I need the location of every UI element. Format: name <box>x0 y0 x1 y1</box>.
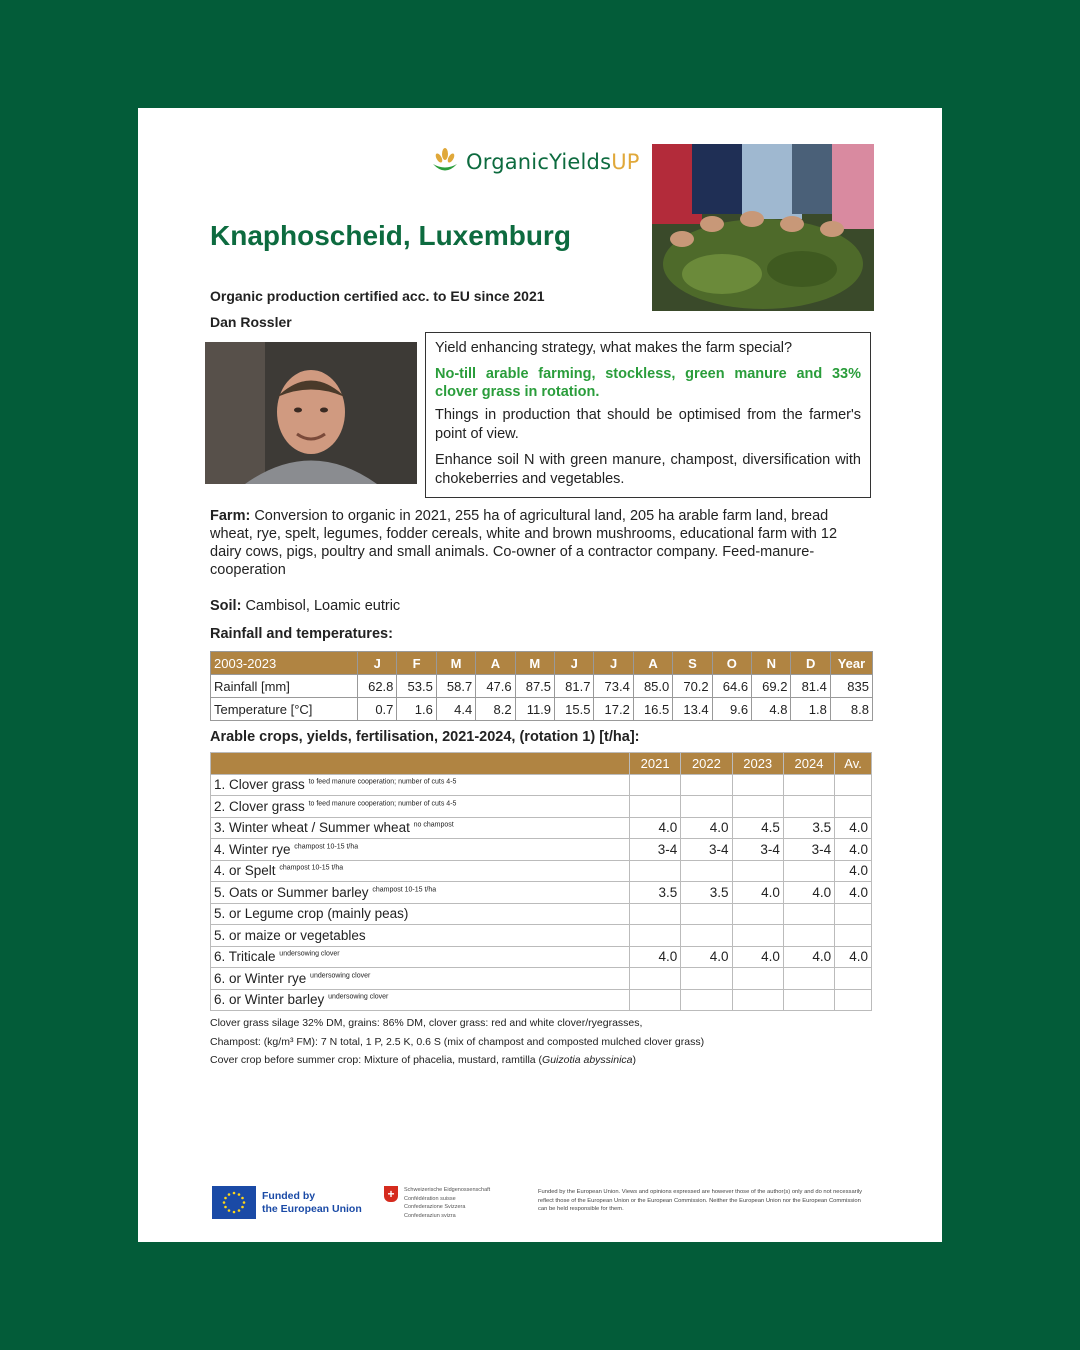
crop-row <box>211 774 872 796</box>
yield-cell <box>835 903 872 925</box>
yield-cell <box>732 968 783 990</box>
crop-row <box>211 903 872 925</box>
yield-cell: 4.0 <box>835 882 872 904</box>
table-cell: 73.4 <box>594 675 633 698</box>
crops-table <box>210 752 872 1011</box>
yield-cell <box>681 903 732 925</box>
table-cell: 8.2 <box>476 698 515 721</box>
yield-cell <box>783 989 834 1011</box>
table-cell: 0.7 <box>358 698 397 721</box>
month-header: Year <box>830 652 872 675</box>
crop-note: to feed manure cooperation; number of cuts 4-5 <box>308 800 457 808</box>
yield-cell <box>732 860 783 882</box>
farm-description: Farm: Conversion to organic in 2021, 255 ha of agricultural land, 205 ha arable farm land, bread wheat, rye, spelt, legumes, fodder cereals, white and brown mushrooms, educational farm with 12 dairy cows, pigs, poultry and small animals. Co-owner of a contractor company. Feed-manure-cooperation <box>210 508 838 578</box>
table-cell: 13.4 <box>673 698 712 721</box>
yield-cell <box>783 968 834 990</box>
hands-soil-photo <box>652 144 874 311</box>
month-header: F <box>397 652 436 675</box>
table-cell: 8.8 <box>830 698 872 721</box>
crop-row <box>211 946 872 968</box>
year-header: 2022 <box>681 753 732 775</box>
crop-note: undersowing clover <box>328 993 389 1001</box>
table-cell: 16.5 <box>633 698 672 721</box>
soil-description: Soil: Cambisol, Loamic eutric <box>210 598 401 614</box>
funding-disclaimer: Funded by the European Union. Views and opinions expressed are however those of the author(s) only and do not necessarily reflect those of the European Union or the European Commission. Neither the European Union nor the European Commission can be held responsible for them. <box>538 1189 863 1212</box>
yield-cell <box>783 774 834 796</box>
yield-cell: 4.0 <box>835 946 872 968</box>
year-header: Av. <box>835 753 872 775</box>
month-header: M <box>515 652 554 675</box>
crop-name: 4. Winter rye $^{champost 10-15 t/ha}$ <box>211 839 630 861</box>
strategy-box <box>425 332 871 498</box>
yield-cell <box>630 796 681 818</box>
month-header: O <box>712 652 751 675</box>
yield-cell: 4.5 <box>732 817 783 839</box>
yield-cell <box>630 968 681 990</box>
rainfall-table <box>210 651 873 721</box>
month-header: M <box>436 652 475 675</box>
yield-cell <box>681 774 732 796</box>
month-header: D <box>791 652 830 675</box>
note-silage: Clover grass silage 32% DM, grains: 86% DM, clover grass: red and white clover/ryegrasses, <box>210 1017 643 1029</box>
crop-row <box>211 989 872 1011</box>
yield-cell <box>630 774 681 796</box>
table-cell: 4.8 <box>752 698 791 721</box>
table-cell: 85.0 <box>633 675 672 698</box>
table-row <box>211 675 873 698</box>
crop-note: to feed manure cooperation; number of cuts 4-5 <box>308 778 457 786</box>
yield-cell <box>783 903 834 925</box>
yield-cell <box>681 989 732 1011</box>
crop-note: champost 10-15 t/ha <box>279 864 344 872</box>
yield-cell <box>835 989 872 1011</box>
yield-cell: 3.5 <box>783 817 834 839</box>
crop-note: undersowing clover <box>310 972 371 980</box>
yield-cell: 3-4 <box>681 839 732 861</box>
yield-cell: 3.5 <box>630 882 681 904</box>
eu-flag-icon <box>212 1186 256 1219</box>
swiss-confederation-logo: + Schweizerische Eidgenossenschaft Confédération suisse Confederazione Svizzera Confederaziun svizra <box>384 1186 490 1220</box>
yield-cell <box>681 968 732 990</box>
table-cell: 69.2 <box>752 675 791 698</box>
crop-name: 6. or Winter rye $^{undersowing clover}$ <box>211 968 630 990</box>
yield-cell: 4.0 <box>630 817 681 839</box>
organicyieldsup-logo: OrganicYieldsUP <box>430 146 640 178</box>
table-cell: 1.8 <box>791 698 830 721</box>
table-cell: 64.6 <box>712 675 751 698</box>
table-cell: 62.8 <box>358 675 397 698</box>
yield-cell: 3-4 <box>732 839 783 861</box>
row-label: Rainfall [mm] <box>211 675 358 698</box>
crop-name: 3. Winter wheat / Summer wheat $^{no champost}$ <box>211 817 630 839</box>
farmer-portrait-photo <box>205 342 417 484</box>
yield-cell <box>732 796 783 818</box>
strategy-answer: No-till arable farming, stockless, green manure and 33% clover grass in rotation. <box>435 366 861 400</box>
table-cell: 81.4 <box>791 675 830 698</box>
month-header: J <box>594 652 633 675</box>
yield-cell <box>783 796 834 818</box>
rainfall-heading: Rainfall and temperatures: <box>210 626 393 642</box>
yield-cell: 4.0 <box>732 946 783 968</box>
yield-cell <box>630 903 681 925</box>
yield-cell <box>835 774 872 796</box>
yield-cell <box>630 860 681 882</box>
yield-cell: 3.5 <box>681 882 732 904</box>
crop-row <box>211 860 872 882</box>
table-cell: 1.6 <box>397 698 436 721</box>
yield-cell <box>732 903 783 925</box>
optimise-question: Things in production that should be optimised from the farmer's point of view. <box>435 407 861 442</box>
crop-row <box>211 839 872 861</box>
year-header: 2021 <box>630 753 681 775</box>
yield-cell <box>835 968 872 990</box>
yield-cell <box>630 925 681 947</box>
yield-cell <box>783 925 834 947</box>
yield-cell: 3-4 <box>630 839 681 861</box>
yield-cell: 4.0 <box>835 860 872 882</box>
table-cell: 15.5 <box>555 698 594 721</box>
month-header: J <box>555 652 594 675</box>
yield-cell: 3-4 <box>783 839 834 861</box>
table-row <box>211 698 873 721</box>
period-header: 2003-2023 <box>211 652 358 675</box>
crop-name-header <box>211 753 630 775</box>
row-label: Temperature [°C] <box>211 698 358 721</box>
yield-cell <box>681 860 732 882</box>
yield-cell: 4.0 <box>732 882 783 904</box>
yield-cell <box>835 796 872 818</box>
yield-cell <box>681 925 732 947</box>
crop-name: 1. Clover grass $^{to feed manure cooperation; number of cuts 4-5}$ <box>211 774 630 796</box>
crop-row <box>211 796 872 818</box>
year-header: 2023 <box>732 753 783 775</box>
crop-note: champost 10-15 t/ha <box>372 886 437 894</box>
month-header: N <box>752 652 791 675</box>
table-cell: 81.7 <box>555 675 594 698</box>
page-title: Knaphoscheid, Luxemburg <box>210 220 571 251</box>
crop-name: 6. or Winter barley $^{undersowing clover}$ <box>211 989 630 1011</box>
crop-name: 5. or Legume crop (mainly peas) <box>211 903 630 925</box>
crop-row <box>211 968 872 990</box>
yield-cell: 4.0 <box>783 882 834 904</box>
crop-row <box>211 882 872 904</box>
month-header: A <box>633 652 672 675</box>
yield-cell: 4.0 <box>835 839 872 861</box>
factsheet-page <box>138 108 942 1242</box>
crop-note: no champost <box>413 821 454 829</box>
crop-row <box>211 925 872 947</box>
crops-heading: Arable crops, yields, fertilisation, 2021-2024, (rotation 1) [t/ha]: <box>210 729 640 745</box>
yield-cell: 4.0 <box>835 817 872 839</box>
strategy-question: Yield enhancing strategy, what makes the farm special? <box>435 340 793 356</box>
table-cell: 835 <box>830 675 872 698</box>
yield-cell <box>681 796 732 818</box>
table-cell: 87.5 <box>515 675 554 698</box>
table-cell: 70.2 <box>673 675 712 698</box>
crop-name: 5. or maize or vegetables <box>211 925 630 947</box>
yield-cell: 4.0 <box>681 946 732 968</box>
optimise-answer: Enhance soil N with green manure, champost, diversification with chokeberries and vegetables. <box>435 452 861 487</box>
crop-note: champost 10-15 t/ha <box>294 843 359 851</box>
table-cell: 4.4 <box>436 698 475 721</box>
note-cover-crop: Cover crop before summer crop: Mixture of phacelia, mustard, ramtilla (Guizotia abyssinica) <box>210 1054 637 1066</box>
table-cell: 17.2 <box>594 698 633 721</box>
yield-cell <box>630 989 681 1011</box>
crop-name: 6. Triticale $^{undersowing clover}$ <box>211 946 630 968</box>
swiss-cross-icon: + <box>384 1186 398 1202</box>
farmer-name: Dan Rossler <box>210 314 292 330</box>
table-cell: 58.7 <box>436 675 475 698</box>
eu-funding-logo: Funded by the European Union <box>212 1186 362 1219</box>
crop-note: undersowing clover <box>279 950 340 958</box>
crop-name: 2. Clover grass $^{to feed manure cooperation; number of cuts 4-5}$ <box>211 796 630 818</box>
yield-cell: 4.0 <box>630 946 681 968</box>
year-header: 2024 <box>783 753 834 775</box>
yield-cell <box>732 774 783 796</box>
month-header: A <box>476 652 515 675</box>
yield-cell <box>835 925 872 947</box>
note-champost: Champost: (kg/m³ FM): 7 N total, 1 P, 2.5 K, 0.6 S (mix of champost and composted mulched clover grass) <box>210 1036 705 1048</box>
wheat-logo-icon <box>430 147 460 177</box>
table-cell: 11.9 <box>515 698 554 721</box>
yield-cell: 4.0 <box>783 946 834 968</box>
month-header: S <box>673 652 712 675</box>
certification-text: Organic production certified acc. to EU since 2021 <box>210 288 545 304</box>
yield-cell <box>783 860 834 882</box>
table-cell: 9.6 <box>712 698 751 721</box>
month-header: J <box>358 652 397 675</box>
table-cell: 47.6 <box>476 675 515 698</box>
yield-cell <box>732 925 783 947</box>
crop-name: 4. or Spelt $^{champost 10-15 t/ha}$ <box>211 860 630 882</box>
table-cell: 53.5 <box>397 675 436 698</box>
crop-name: 5. Oats or Summer barley $^{champost 10-15 t/ha}$ <box>211 882 630 904</box>
yield-cell: 4.0 <box>681 817 732 839</box>
crop-row <box>211 817 872 839</box>
yield-cell <box>732 989 783 1011</box>
